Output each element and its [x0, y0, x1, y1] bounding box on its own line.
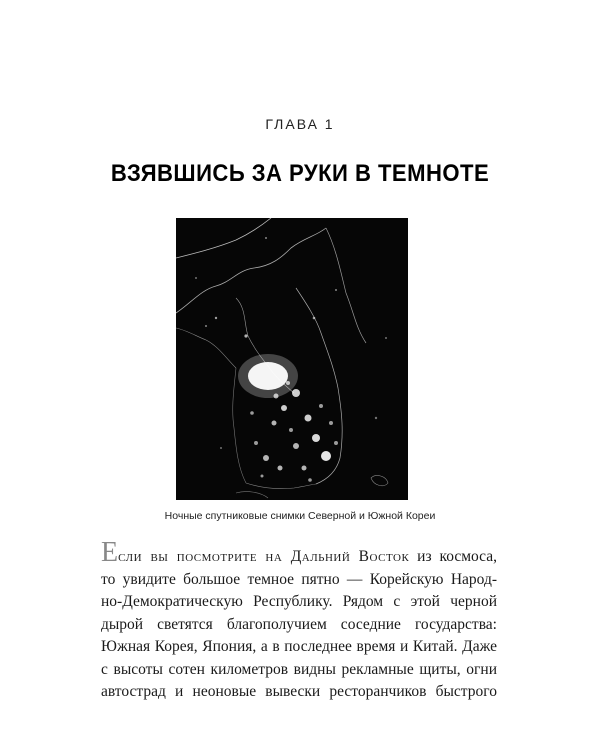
chapter-body-text [101, 537, 497, 704]
body-line-1-rest: из космоса, [409, 548, 497, 565]
satellite-night-photo [176, 218, 408, 500]
body-line-3: но-Демократическую Республику. Рядом с этой черной [101, 593, 497, 610]
chapter-title: ВЗЯВШИСЬ ЗА РУКИ В ТЕМНОТЕ [110, 160, 490, 187]
drop-cap: Е [101, 537, 119, 568]
body-line-4: дырой светятся благополучием соседние государства: [101, 615, 497, 633]
body-line-2: то увидите большое темное пятно — Корейскую Народ- [101, 570, 497, 588]
body-line-7: автострад и неоновые вывески ресторанчиков быстрого [101, 683, 497, 700]
body-line-1 [101, 537, 497, 569]
smallcaps-lead: сли вы посмотрите на Дальний Восток [118, 548, 410, 565]
body-line-6: с высоты сотен километров видны рекламные щиты, огни [101, 660, 497, 678]
korea-night-map [176, 218, 408, 500]
body-line-5: Южная Корея, Япония, а в последнее время и Китай. Даже [101, 638, 497, 655]
figure-caption: Ночные спутниковые снимки Северной и Южной Кореи [164, 510, 436, 522]
chapter-number: ГЛАВА 1 [265, 116, 335, 132]
